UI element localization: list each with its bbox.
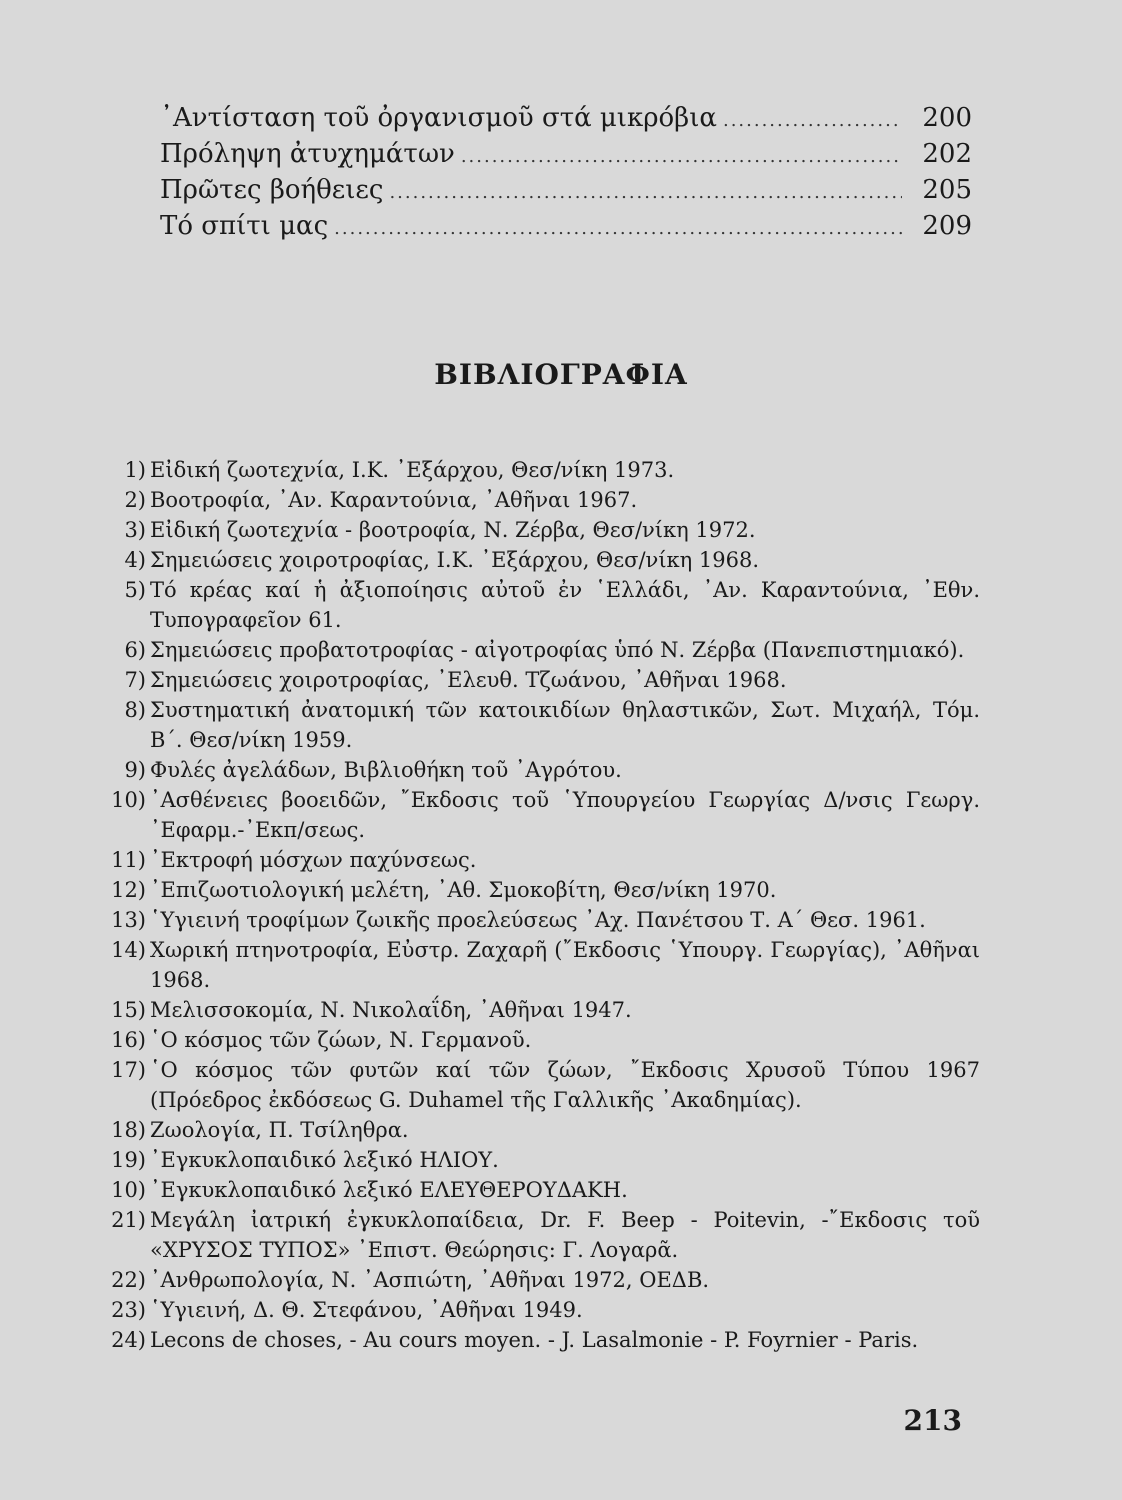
- toc-entry-page: 209: [922, 211, 972, 241]
- bibliography-item: [100, 1325, 980, 1355]
- bibliography-text: Φυλές ἀγελάδων, Βιβλιοθήκη τοῦ ᾿Αγρότου.: [150, 758, 622, 782]
- bibliography-number: 13): [111, 908, 146, 932]
- bibliography-item: [100, 635, 980, 665]
- bibliography-number: 10): [111, 1178, 146, 1202]
- bibliography-item: [100, 785, 980, 845]
- bibliography-number: 21): [111, 1208, 146, 1232]
- bibliography-text: ῾Ο κόσμος τῶν φυτῶν καί τῶν ζώων, ῎Εκδοσις Χρυσοῦ Τύπου 1967 (Πρόεδρος ἐκδόσεως G. Duhamel τῆς Γαλλικῆς ᾿Ακαδημίας).: [150, 1058, 980, 1112]
- bibliography-text: ῾Υγιεινή, Δ. Θ. Στεφάνου, ᾿Αθῆναι 1949.: [150, 1298, 583, 1322]
- bibliography-text: Βοοτροφία, ᾿Αν. Καραντούνια, ᾿Αθῆναι 1967.: [150, 488, 638, 512]
- toc-entry: [160, 136, 972, 172]
- toc-leader-dots: [461, 139, 902, 175]
- bibliography-item: [100, 1025, 980, 1055]
- bibliography-item: [100, 665, 980, 695]
- bibliography-text: Εἰδική ζωοτεχνία - βοοτροφία, Ν. Ζέρβα, Θεσ/νίκη 1972.: [150, 518, 756, 542]
- bibliography-item: [100, 1115, 980, 1145]
- toc-entry-page: 200: [922, 103, 972, 133]
- table-of-contents: [160, 100, 972, 244]
- bibliography-number: 3): [124, 518, 146, 542]
- bibliography-item: [100, 575, 980, 635]
- bibliography-number: 1): [124, 458, 146, 482]
- bibliography-item: [100, 905, 980, 935]
- toc-entry-page: 202: [922, 139, 972, 169]
- bibliography-text: ᾿Εγκυκλοπαιδικό λεξικό ΕΛΕΥΘΕΡΟΥΔΑΚΗ.: [150, 1178, 628, 1202]
- bibliography-text: Σημειώσεις προβατοτροφίας - αἰγοτροφίας ὑπό Ν. Ζέρβα (Πανεπιστημιακό).: [150, 638, 965, 662]
- bibliography-text: Τό κρέας καί ἡ ἀξιοποίησις αὐτοῦ ἐν ῾Ελλάδι, ᾿Αν. Καραντούνια, ᾿Εθν. Τυπογραφεῖον 61.: [150, 578, 980, 632]
- bibliography-number: 23): [111, 1298, 146, 1322]
- bibliography-number: 8): [124, 698, 146, 722]
- bibliography-text: ῾Υγιεινή τροφίμων ζωικῆς προελεύσεως ᾿Αχ. Πανέτσου Τ. Α΄ Θεσ. 1961.: [150, 908, 926, 932]
- section-heading: ΒΙΒΛΙΟΓΡΑΦΙΑ: [434, 358, 688, 391]
- bibliography-number: 16): [111, 1028, 146, 1052]
- bibliography-list: [100, 455, 980, 1355]
- bibliography-number: 14): [111, 938, 146, 962]
- bibliography-number: 17): [111, 1058, 146, 1082]
- toc-leader-dots: [389, 175, 902, 211]
- bibliography-text: Μελισσοκομία, Ν. Νικολαΐδη, ᾿Αθῆναι 1947.: [150, 998, 632, 1022]
- bibliography-text: Lecons de choses, - Au cours moyen. - J. Lasalmonie - P. Foyrnier - Paris.: [150, 1328, 919, 1352]
- bibliography-number: 4): [124, 548, 146, 572]
- toc-entry: [160, 172, 972, 208]
- bibliography-item: [100, 1055, 980, 1115]
- bibliography-item: [100, 455, 980, 485]
- bibliography-text: Εἰδική ζωοτεχνία, Ι.Κ. ᾿Εξάρχου, Θεσ/νίκη 1973.: [150, 458, 675, 482]
- bibliography-number: 10): [111, 788, 146, 812]
- bibliography-number: 19): [111, 1148, 146, 1172]
- bibliography-number: 11): [111, 848, 146, 872]
- toc-leader-dots: [723, 103, 902, 139]
- bibliography-number: 9): [124, 758, 146, 782]
- bibliography-number: 7): [124, 668, 146, 692]
- toc-entry: [160, 208, 972, 244]
- bibliography-item: [100, 875, 980, 905]
- toc-entry-title: Τό σπίτι μας: [160, 211, 329, 241]
- bibliography-text: ᾿Ασθένειες βοοειδῶν, ῎Εκδοσις τοῦ ῾Υπουργείου Γεωργίας Δ/νσις Γεωργ. ᾿Εφαρμ.-᾿Εκπ/σεως.: [150, 788, 980, 842]
- toc-leader-dots: [334, 211, 902, 247]
- toc-entry-title: Πρῶτες βοήθειες: [160, 175, 384, 205]
- bibliography-text: Ζωολογία, Π. Τσίληθρα.: [150, 1118, 409, 1142]
- bibliography-item: [100, 1295, 980, 1325]
- bibliography-text: ᾿Εκτροφή μόσχων παχύνσεως.: [150, 848, 477, 872]
- bibliography-number: 2): [124, 488, 146, 512]
- bibliography-item: [100, 935, 980, 995]
- bibliography-item: [100, 1175, 980, 1205]
- bibliography-item: [100, 755, 980, 785]
- toc-entry-title: Πρόληψη ἀτυχημάτων: [160, 139, 455, 169]
- bibliography-text: ῾Ο κόσμος τῶν ζώων, Ν. Γερμανοῦ.: [150, 1028, 532, 1052]
- bibliography-item: [100, 1265, 980, 1295]
- bibliography-text: ᾿Ανθρωπολογία, Ν. ᾿Ασπιώτη, ᾿Αθῆναι 1972, ΟΕΔΒ.: [150, 1268, 710, 1292]
- bibliography-text: Σημειώσεις χοιροτροφίας, Ι.Κ. ᾿Εξάρχου, Θεσ/νίκη 1968.: [150, 548, 760, 572]
- bibliography-number: 5): [124, 578, 146, 602]
- toc-entry-title: ᾿Αντίσταση τοῦ ὀργανισμοῦ στά μικρόβια: [160, 103, 717, 133]
- bibliography-item: [100, 515, 980, 545]
- bibliography-text: Σημειώσεις χοιροτροφίας, ᾿Ελευθ. Τζωάνου, ᾿Αθῆναι 1968.: [150, 668, 787, 692]
- bibliography-item: [100, 695, 980, 755]
- bibliography-item: [100, 1145, 980, 1175]
- bibliography-text: Συστηματική ἀνατομική τῶν κατοικιδίων θηλαστικῶν, Σωτ. Μιχαήλ, Τόμ. Β΄. Θεσ/νίκη 1959.: [150, 698, 980, 752]
- bibliography-number: 18): [111, 1118, 146, 1142]
- bibliography-number: 22): [111, 1268, 146, 1292]
- bibliography-item: [100, 485, 980, 515]
- bibliography-item: [100, 995, 980, 1025]
- bibliography-item: [100, 545, 980, 575]
- bibliography-text: ᾿Εγκυκλοπαιδικό λεξικό ΗΛΙΟΥ.: [150, 1148, 499, 1172]
- bibliography-item: [100, 1205, 980, 1265]
- toc-entry-page: 205: [922, 175, 972, 205]
- bibliography-text: Μεγάλη ἰατρική ἐγκυκλοπαίδεια, Dr. F. Beep - Poitevin, -῎Εκδοσις τοῦ «ΧΡΥΣΟΣ ΤΥΠΟΣ» ᾿Επιστ. Θεώρησις: Γ. Λογαρᾶ.: [150, 1208, 980, 1262]
- bibliography-number: 15): [111, 998, 146, 1022]
- toc-entry: [160, 100, 972, 136]
- bibliography-number: 6): [124, 638, 146, 662]
- bibliography-text: ᾿Επιζωοτιολογική μελέτη, ᾿Αθ. Σμοκοβίτη, Θεσ/νίκη 1970.: [150, 878, 777, 902]
- bibliography-text: Χωρική πτηνοτροφία, Εὐστρ. Ζαχαρῆ (῎Εκδοσις ῾Υπουργ. Γεωργίας), ᾿Αθῆναι 1968.: [150, 938, 980, 992]
- page-number: 213: [903, 1404, 962, 1437]
- bibliography-number: 24): [111, 1328, 146, 1352]
- bibliography-item: [100, 845, 980, 875]
- bibliography-number: 12): [111, 878, 146, 902]
